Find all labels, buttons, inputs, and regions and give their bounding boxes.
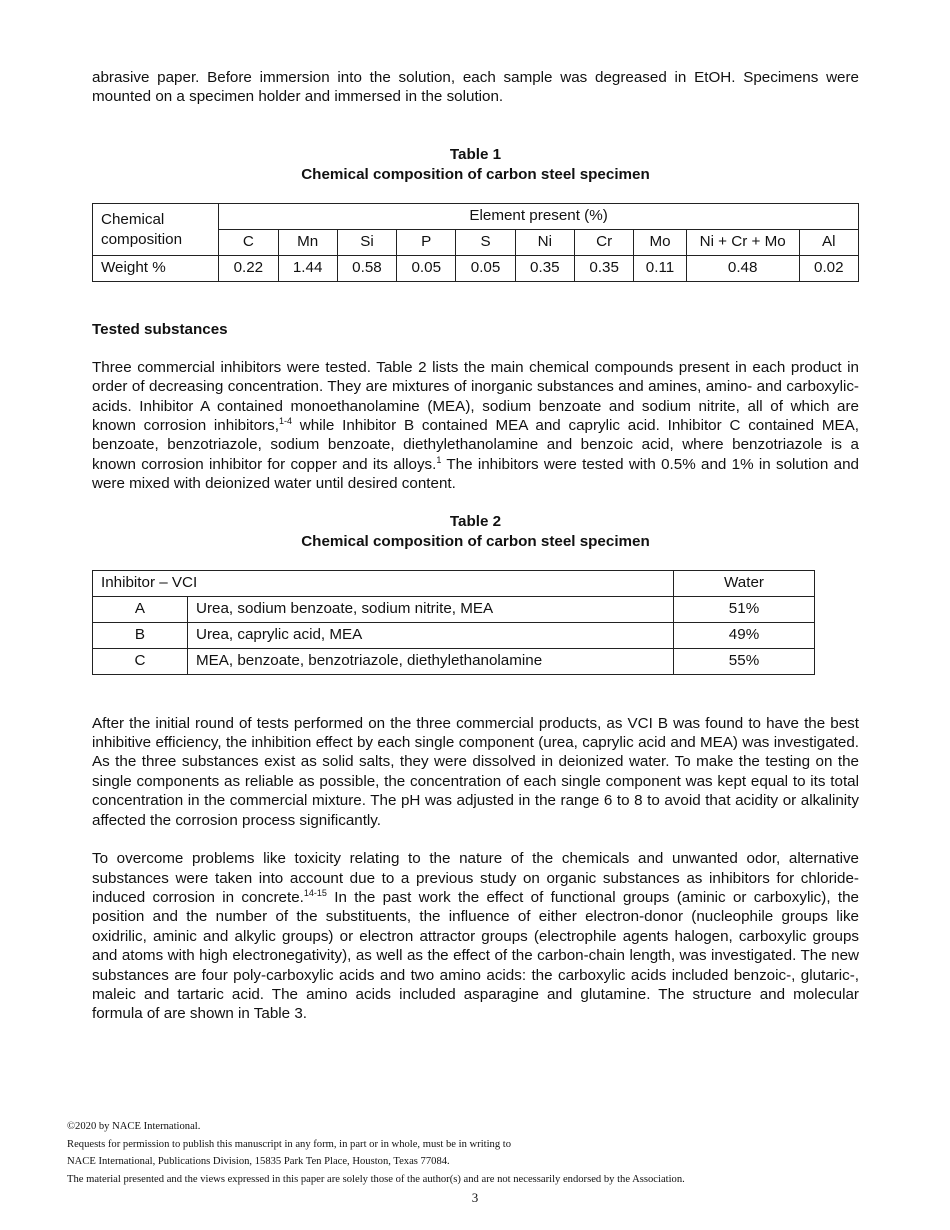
table1-value-cell: 0.35 [574, 255, 633, 281]
table1-value-cell: 0.05 [456, 255, 515, 281]
table2-water: 49% [674, 622, 815, 648]
alternatives-text-1: To overcome problems like toxicity relating to the nature of the chemicals and unwanted odor, alternative substances were taken into account due to a previous study on organic substances as inhibitors for chloride-induced corrosion in concrete. [92, 850, 859, 906]
table2-components: Urea, sodium benzoate, sodium nitrite, MEA [188, 596, 674, 622]
table1 [92, 203, 859, 282]
table2-row [93, 622, 815, 648]
table2-components: MEA, benzoate, benzotriazole, diethylethanolamine [188, 648, 674, 674]
citation-ref: 1-4 [278, 416, 292, 427]
table1-element-cell: Cr [574, 229, 633, 255]
alternatives-paragraph [92, 849, 859, 1024]
alternatives-text-2: In the past work the effect of functional groups (aminic or carboxylic), the position and the number of the substituents, the influence of either electron-donor (nucleophile groups like oxidrilic, aminic and alkylic groups) or electron attractor groups (electrophile agents halogen, carboxylic groups and atoms with high electronegativity), as well as the effect of the carbon-chain length, was investigated. The new substances are four poly-carboxylic acids and two amino acids: the carboxylic acids included benzoic-, glutaric-, maleic and tartaric acid. The amino acids included asparagine and glutamine. The structure and molecular formula of are shown in Table 3. [92, 888, 859, 1023]
table1-value-cell: 0.02 [799, 255, 858, 281]
footer [67, 1118, 887, 1188]
table1-row-header: Chemical composition [93, 203, 219, 255]
table1-element-cell: Ni + Cr + Mo [686, 229, 799, 255]
table1-value-cell: 0.05 [397, 255, 456, 281]
table1-value-cell: 0.58 [337, 255, 396, 281]
table1-caption [92, 145, 859, 185]
footer-permissions: Requests for permission to publish this manuscript in any form, in part or in whole, must be in writing to [67, 1138, 512, 1150]
footer-disclaimer: The material presented and the views expressed in this paper are solely those of the author(s) and are not necessarily endorsed by the Association. [67, 1173, 685, 1185]
table2-header-row [93, 570, 815, 596]
table1-element-cell: Mo [634, 229, 686, 255]
table1-value-cell: 0.35 [515, 255, 574, 281]
tested-text-3: The inhibitors were tested with 0.5% and 1% in solution and were mixed with deionized water until desired content. [92, 455, 860, 493]
table2-water: 51% [674, 596, 815, 622]
after-tests-paragraph: After the initial round of tests performed on the three commercial products, as VCI B was found to have the best inhibitive efficiency, the inhibition effect by each single component (urea, caprylic acid and MEA) was investigated. As the three substances exist as solid salts, they were dissolved in deionized water. To make the testing on the single components as reliable as possible, the concentration of each single component was kept equal to its total concentration in the commercial mixture. The pH was adjusted in the range 6 to 8 to avoid that acidity or alkalinity affected the corrosion process significantly. [92, 714, 859, 829]
intro-paragraph: abrasive paper. Before immersion into the solution, each sample was degreased in EtOH. Specimens were mounted on a specimen holder and immersed in the solution. [92, 69, 859, 106]
table1-row-label: Weight % [93, 255, 219, 281]
table1-label: Table 1 [449, 145, 502, 163]
tested-text-2: while Inhibitor B contained MEA and caprylic acid. Inhibitor C contained MEA, benzoate, benzotriazole, sodium benzoate, diethylethanolamine and benzoic acid, where benzotriazole is a known corrosion inhibitor for copper and its alloys. [92, 417, 859, 473]
table1-value-cell: 0.11 [634, 255, 686, 281]
page-number: 3 [471, 1190, 479, 1205]
table1-header-row [93, 203, 859, 229]
table2 [92, 570, 815, 675]
tested-substances-heading: Tested substances [92, 320, 228, 338]
page-content [92, 68, 859, 1024]
table2-header-water: Water [674, 570, 815, 596]
table1-title: Chemical composition of carbon steel specimen [301, 165, 650, 183]
tested-substances-paragraph [92, 358, 859, 494]
tested-text-1: Three commercial inhibitors were tested. Table 2 lists the main chemical compounds present in each product in order of decreasing concentration. They are mixtures of inorganic substances and amines, amino- and carboxylic- acids. Inhibitor A contained monoethanolamine (MEA), sodium benzoate and sodium nitrite, all of which are known corrosion inhibitors, [92, 358, 859, 435]
table1-element-cell: Mn [278, 229, 337, 255]
citation-ref: 1 [436, 454, 442, 465]
table2-label: Table 2 [449, 512, 502, 530]
table2-water: 55% [674, 648, 815, 674]
table2-row [93, 648, 815, 674]
table2-title: Chemical composition of carbon steel specimen [301, 532, 650, 550]
table2-row [93, 596, 815, 622]
table1-value-cell: 1.44 [278, 255, 337, 281]
table1-group-header: Element present (%) [219, 203, 859, 229]
table1-element-cell: S [456, 229, 515, 255]
footer-address: NACE International, Publications Division, 15835 Park Ten Place, Houston, Texas 77084. [67, 1156, 450, 1167]
table1-element-cell: C [219, 229, 278, 255]
table1-value-cell: 0.22 [219, 255, 278, 281]
table2-components: Urea, caprylic acid, MEA [188, 622, 674, 648]
table1-element-cell: Si [337, 229, 396, 255]
citation-ref: 14-15 [303, 887, 327, 898]
table1-values-row [93, 255, 859, 281]
table2-inhibitor-id: C [93, 648, 188, 674]
table1-element-cell: Al [799, 229, 858, 255]
table2-inhibitor-id: A [93, 596, 188, 622]
table2-caption [92, 512, 859, 552]
table1-element-cell: Ni [515, 229, 574, 255]
table2-header-inhibitor: Inhibitor – VCI [93, 570, 674, 596]
footer-copyright: ©2020 by NACE International. [67, 1121, 201, 1132]
table1-element-cell: P [397, 229, 456, 255]
table1-value-cell: 0.48 [686, 255, 799, 281]
table2-inhibitor-id: B [93, 622, 188, 648]
